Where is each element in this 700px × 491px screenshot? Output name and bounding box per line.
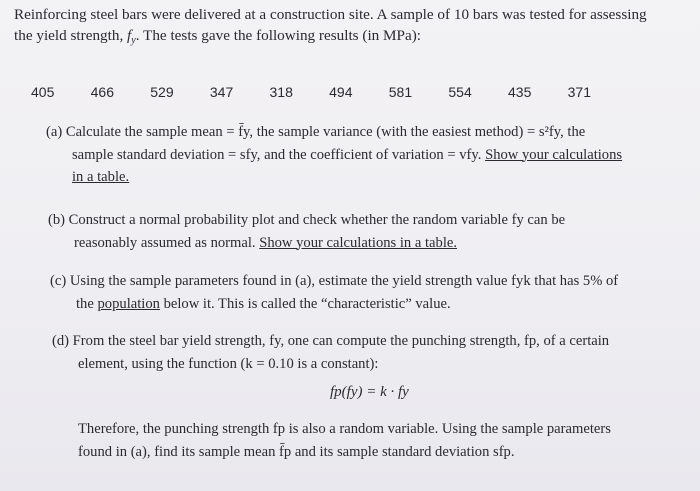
question-b-line-2: reasonably assumed as normal. Show your calculations in a table. <box>74 234 457 251</box>
intro-line-2: the yield strength, $f_y$. The tests gave the following results (in MPa): <box>14 27 422 46</box>
value-item: 318 <box>269 84 293 100</box>
question-c-line-1: (c) Using the sample parameters found in (a), estimate the yield strength value fyk that has 5% of <box>50 273 619 289</box>
question-c <box>50 270 676 315</box>
question-b-line-1: (b) Construct a normal probability plot and check whether the random variable fy can be <box>48 212 566 228</box>
intro-line-1: Reinforcing steel bars were delivered at a construction site. A sample of 10 bars was tested for assessing <box>14 6 647 23</box>
yield-strength-values <box>31 84 591 100</box>
value-item: 529 <box>150 84 174 100</box>
value-item: 371 <box>567 84 591 100</box>
value-item: 554 <box>448 84 472 100</box>
value-item: 581 <box>388 84 413 100</box>
problem-intro <box>14 4 690 51</box>
question-d <box>52 330 676 375</box>
value-item: 405 <box>31 84 55 100</box>
punching-strength-formula: fp(fy) = k · fy <box>330 384 409 400</box>
question-a-line-2: sample standard deviation = sfy, and the coefficient of variation = vfy. Show your calculations <box>72 146 623 163</box>
value-item: 347 <box>209 84 234 100</box>
question-d-line-4: found in (a), find its sample mean f̄p and its sample standard deviation sfp. <box>78 443 515 460</box>
question-d-line-1: (d) From the steel bar yield strength, fy, one can compute the punching strength, fp, of a certain <box>52 333 610 349</box>
question-a <box>46 121 676 189</box>
question-c-line-2: the population below it. This is called the “characteristic” value. <box>76 295 451 312</box>
value-item: 435 <box>508 84 532 100</box>
question-d-continued <box>78 418 676 463</box>
question-d-line-2: element, using the function (k = 0.10 is a constant): <box>78 355 379 372</box>
question-a-line-3: in a table. <box>72 169 130 185</box>
question-d-line-3: Therefore, the punching strength fp is also a random variable. Using the sample parameters <box>78 421 611 437</box>
question-a-line-1: (a) Calculate the sample mean = f̄y, the sample variance (with the easiest method) = s²fy, the <box>46 124 586 140</box>
value-item: 466 <box>90 84 114 100</box>
question-b <box>48 209 676 254</box>
value-item: 494 <box>329 84 353 100</box>
